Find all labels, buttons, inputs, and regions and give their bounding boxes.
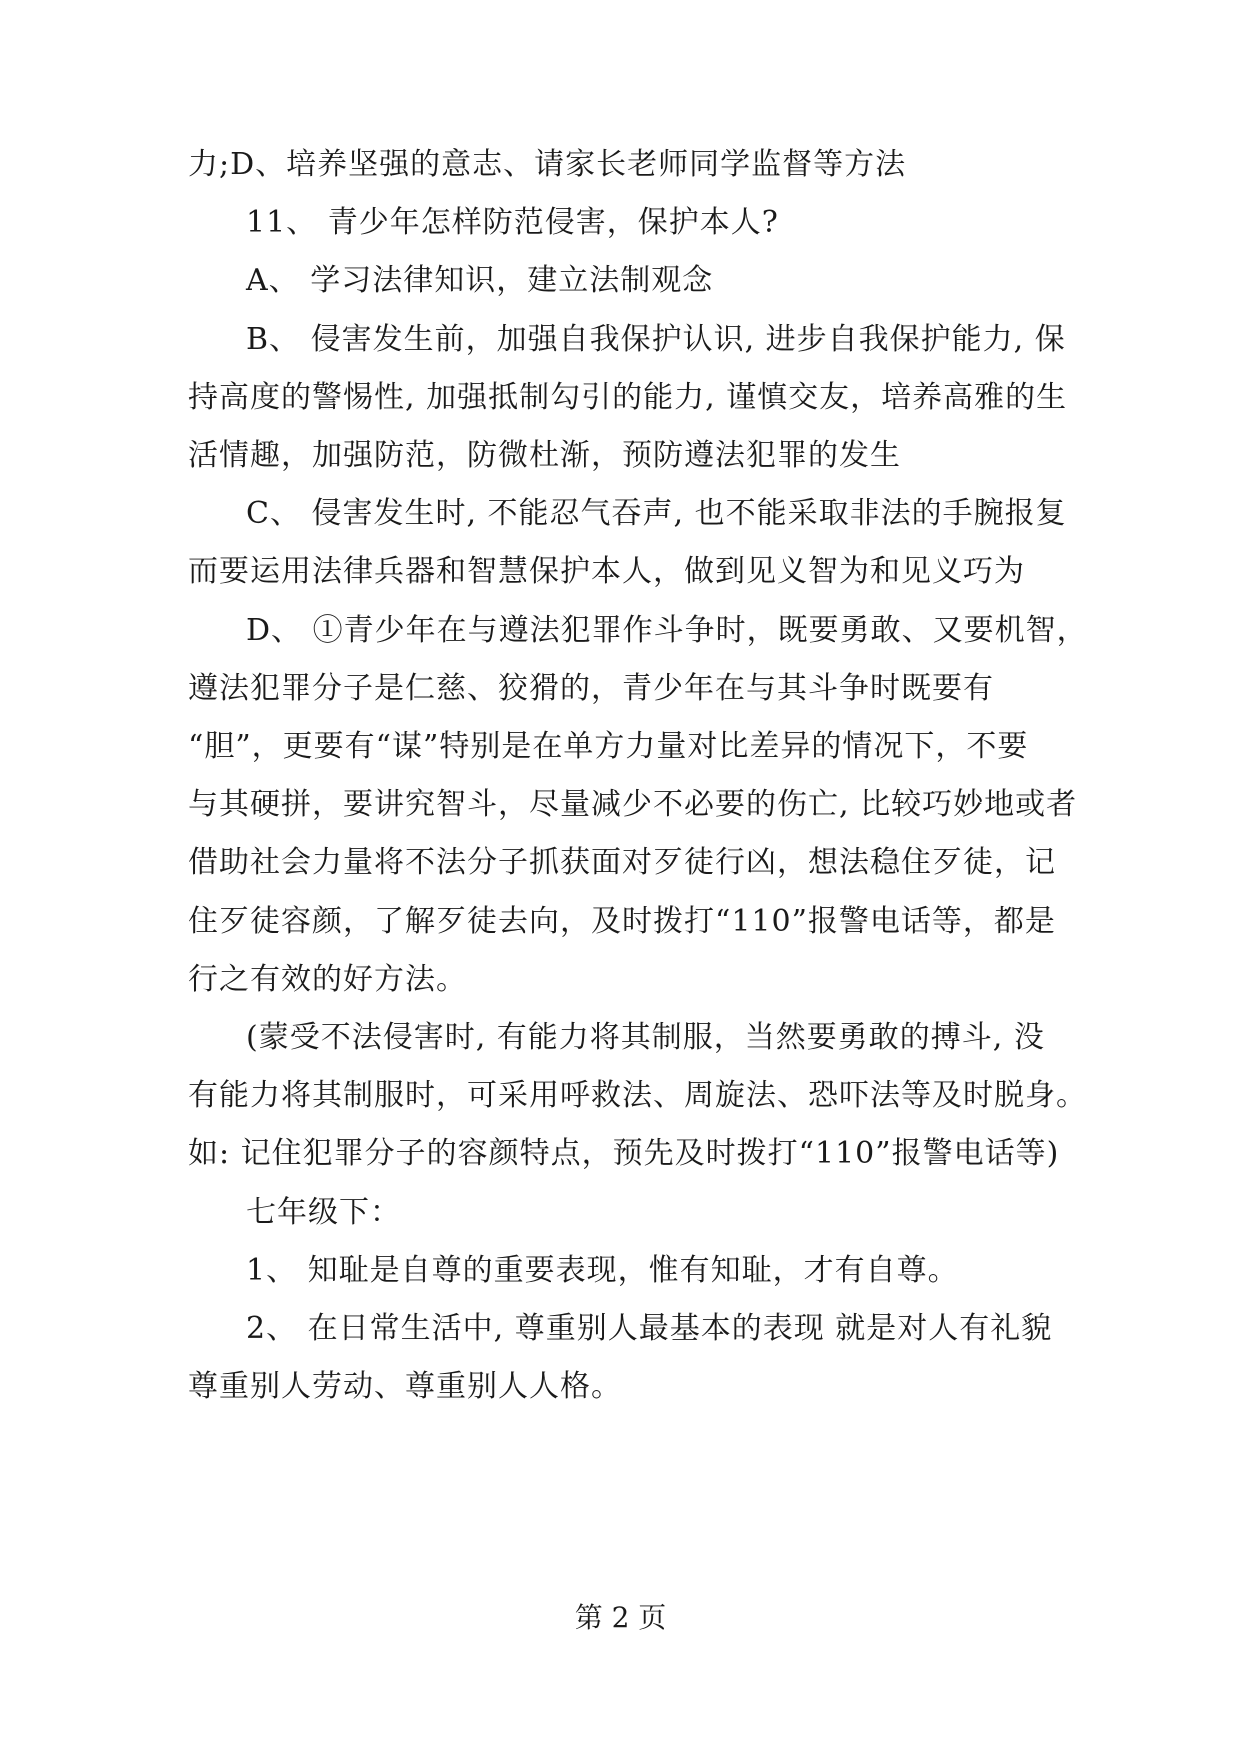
text-line: 持高度的警惕性, 加强抵制勾引的能力, 谨慎交友，培养高雅的生 <box>188 380 1068 415</box>
text-line: 尊重别人劳动、尊重别人人格。 <box>188 1369 622 1404</box>
text-line: 有能力将其制服时，可采用呼救法、周旋法、恐吓法等及时脱身。 <box>188 1078 1087 1113</box>
note-paragraph: (蒙受不法侵害时, 有能力将其制服，当然要勇敢的搏斗, 没 <box>246 1020 1045 1055</box>
text-line: 活情趣，加强防范，防微杜渐，预防遵法犯罪的发生 <box>188 438 901 473</box>
answer-a: A、 学习法律知识，建立法制观念 <box>246 263 714 298</box>
item-2: 2、 在日常生活中, 尊重别人最基本的表现 就是对人有礼貌 <box>246 1311 1053 1346</box>
text-line: 行之有效的好方法。 <box>188 962 467 997</box>
answer-d: D、 ①青少年在与遵法犯罪作斗争时，既要勇敢、又要机智， <box>246 613 1088 648</box>
text-line-1: 力;D、培养坚强的意志、请家长老师同学监督等方法 <box>188 147 907 182</box>
text-line: 借助社会力量将不法分子抓获面对歹徒行凶，想法稳住歹徒，记 <box>188 845 1056 880</box>
item-1: 1、 知耻是自尊的重要表现，惟有知耻，才有自尊。 <box>246 1253 959 1288</box>
text-line: 遵法犯罪分子是仁慈、狡猾的，青少年在与其斗争时既要有 <box>188 671 994 706</box>
section-heading: 七年级下： <box>246 1195 401 1230</box>
answer-b: B、 侵害发生前，加强自我保护认识, 进步自我保护能力, 保 <box>246 322 1066 357</box>
answer-c: C、 侵害发生时, 不能忍气吞声, 也不能采取非法的手腕报复 <box>246 496 1067 531</box>
question-11: 11、 青少年怎样防范侵害，保护本人? <box>246 205 779 240</box>
page-number: 第 2 页 <box>574 1601 667 1634</box>
text-line: 如: 记住犯罪分子的容颜特点，预先及时拨打“110”报警电话等) <box>188 1136 1060 1171</box>
text-line: “胆”，更要有“谋”特别是在单方力量对比差异的情况下，不要 <box>188 729 1029 764</box>
text-line: 而要运用法律兵器和智慧保护本人，做到见义智为和见义巧为 <box>188 554 1025 589</box>
text-line: 与其硬拼，要讲究智斗，尽量减少不必要的伤亡, 比较巧妙地或者 <box>188 787 1078 822</box>
text-line: 住歹徒容颜，了解歹徒去向，及时拨打“110”报警电话等，都是 <box>188 904 1056 939</box>
